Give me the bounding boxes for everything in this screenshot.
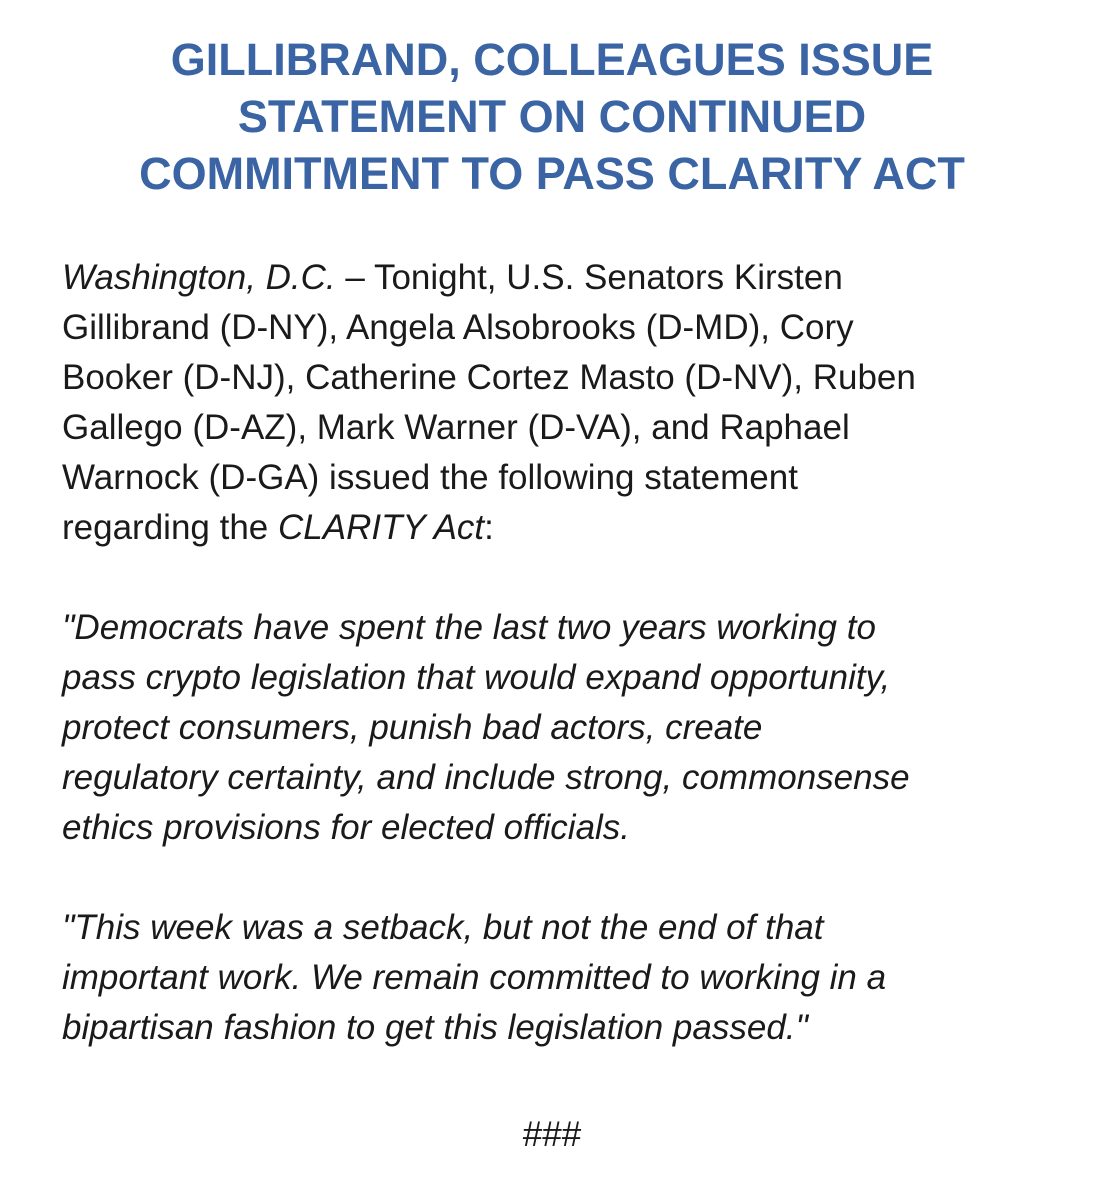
- quote2-line-1: "This week was a setback, but not the end of that: [62, 908, 824, 947]
- intro-line-3: Booker (D-NJ), Catherine Cortez Masto (D-NV), Ruben: [62, 358, 916, 397]
- intro-line-1-rest: – Tonight, U.S. Senators Kirsten: [335, 258, 843, 297]
- end-mark: ###: [522, 1115, 582, 1154]
- quote1-line-1: "Democrats have spent the last two years working to: [62, 608, 876, 647]
- intro-line-1: [62, 253, 1072, 303]
- dateline: Washington, D.C.: [62, 258, 336, 297]
- quote1-line-4: regulatory certainty, and include strong, commonsense: [62, 758, 910, 797]
- intro-line-6-end: :: [484, 508, 494, 547]
- quote2-line-2: important work. We remain committed to working in a: [62, 958, 887, 997]
- quote1-line-2: pass crypto legislation that would expand opportunity,: [62, 658, 891, 697]
- quote1-line-3: protect consumers, punish bad actors, create: [62, 708, 763, 747]
- headline-line-2: STATEMENT ON CONTINUED: [237, 91, 867, 142]
- quote-paragraph-2: [62, 903, 1072, 1053]
- intro-line-6-start: regarding the: [62, 508, 278, 547]
- headline: [40, 31, 1064, 202]
- intro-line-2: Gillibrand (D-NY), Angela Alsobrooks (D-MD), Cory: [62, 308, 854, 347]
- intro-line-5: Warnock (D-GA) issued the following statement: [62, 458, 798, 497]
- intro-line-4: Gallego (D-AZ), Mark Warner (D-VA), and Raphael: [62, 408, 850, 447]
- quote-paragraph-1: [62, 603, 1072, 853]
- headline-line-1: GILLIBRAND, COLLEAGUES ISSUE: [170, 34, 934, 85]
- quote1-line-5: ethics provisions for elected officials.: [62, 808, 631, 847]
- act-name: CLARITY Act: [277, 508, 485, 547]
- intro-paragraph: [62, 253, 1072, 553]
- headline-line-3: COMMITMENT TO PASS CLARITY ACT: [139, 148, 965, 199]
- quote2-line-3: bipartisan fashion to get this legislation passed.": [62, 1008, 808, 1047]
- intro-line-6: [62, 503, 1072, 553]
